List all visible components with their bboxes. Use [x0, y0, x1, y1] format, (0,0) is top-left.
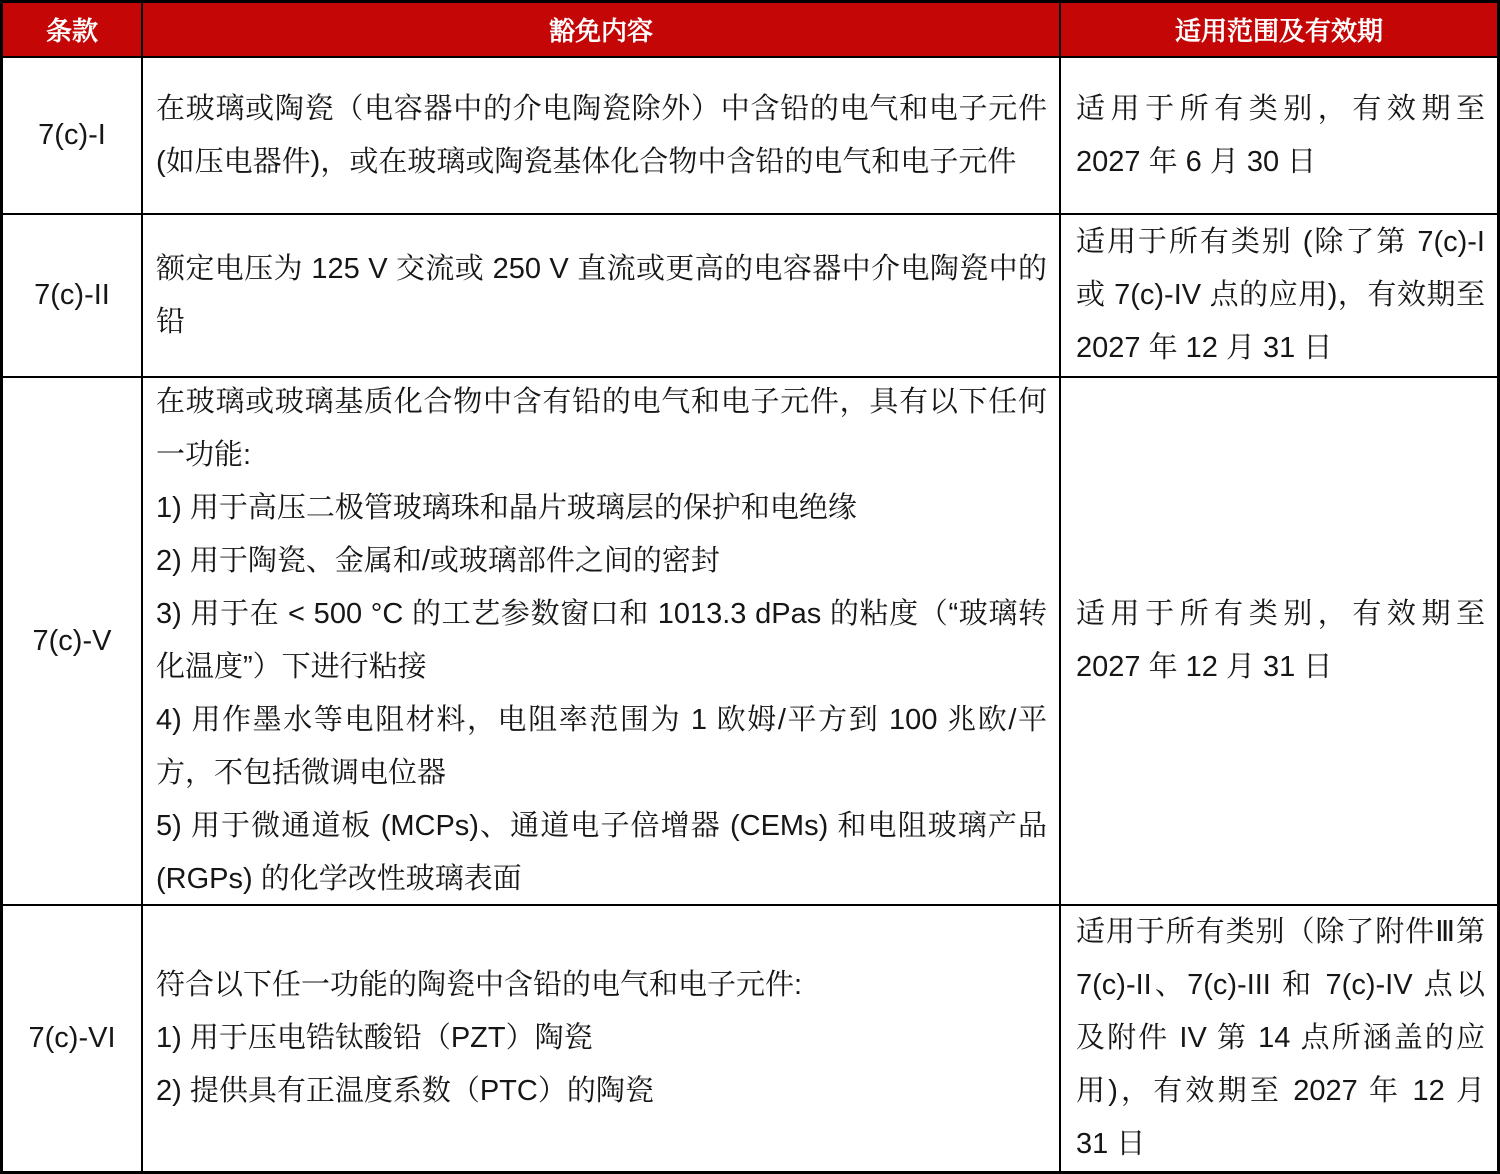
scope-paragraph: 适用于所有类别（除了附件Ⅲ第 7(c)-II、7(c)-III 和 7(c)-IV 点以及附件 IV 第 14 点所涵盖的应用)，有效期至 2027 年 12 月 31 日: [1076, 916, 1485, 1160]
content-paragraph: 1) 用于压电锆钛酸铅（PZT）陶瓷: [156, 1022, 593, 1054]
content-paragraph: 4) 用作墨水等电阻材料，电阻率范围为 1 欧姆/平方到 100 兆欧/平方，不包括微调电位器: [156, 704, 1047, 789]
row-7c-VI-content-cell: [143, 906, 1061, 1171]
clause-label: 7(c)-VI: [28, 1022, 116, 1054]
content-paragraph: 在玻璃或玻璃基质化合物中含有铅的电气和电子元件，具有以下任何一功能:: [156, 386, 1047, 471]
row-7c-II-scope-cell: [1061, 215, 1497, 378]
row-7c-I-content-cell: [143, 58, 1061, 215]
content-paragraph: 1) 用于高压二极管玻璃珠和晶片玻璃层的保护和电绝缘: [156, 492, 857, 524]
row-7c-I-scope-cell: [1061, 58, 1497, 215]
scope-paragraph: 适用于所有类别，有效期至 2027 年 12 月 31 日: [1076, 598, 1485, 683]
scope-paragraph: 适用于所有类别 (除了第 7(c)-I 或 7(c)-IV 点的应用)，有效期至 2027 年 12 月 31 日: [1076, 226, 1485, 364]
row-7c-V-scope-cell: [1061, 378, 1497, 906]
row-7c-V-content-cell: [143, 378, 1061, 906]
header-label-scope: 适用范围及有效期: [1174, 16, 1383, 46]
header-label-clause: 条款: [45, 16, 98, 46]
header-cell-scope: [1061, 3, 1497, 58]
content-paragraph: 额定电压为 125 V 交流或 250 V 直流或更高的电容器中介电陶瓷中的铅: [156, 252, 1047, 338]
clause-label: 7(c)-II: [34, 279, 110, 311]
row-7c-I-clause-cell: [3, 58, 143, 215]
row-7c-II-content-cell: [143, 215, 1061, 378]
row-7c-VI-scope-cell: [1061, 906, 1497, 1171]
header-label-content: 豁免内容: [548, 16, 653, 46]
header-cell-content: [143, 3, 1061, 58]
content-paragraph: 在玻璃或陶瓷（电容器中的介电陶瓷除外）中含铅的电气和电子元件 (如压电器件)，或在玻璃或陶瓷基体化合物中含铅的电气和电子元件: [156, 92, 1047, 178]
content-paragraph: 5) 用于微通道板 (MCPs)、通道电子倍增器 (CEMs) 和电阻玻璃产品 (RGPs) 的化学改性玻璃表面: [156, 810, 1047, 895]
row-7c-VI-clause-cell: [3, 906, 143, 1171]
clause-label: 7(c)-I: [38, 119, 106, 151]
content-paragraph: 3) 用于在 < 500 °C 的工艺参数窗口和 1013.3 dPas 的粘度（“玻璃转化温度”）下进行粘接: [156, 598, 1047, 683]
content-paragraph: 符合以下任一功能的陶瓷中含铅的电气和电子元件:: [156, 969, 803, 1001]
row-7c-II-clause-cell: [3, 215, 143, 378]
header-cell-clause: [3, 3, 143, 58]
content-paragraph: 2) 用于陶瓷、金属和/或玻璃部件之间的密封: [156, 545, 720, 577]
scope-paragraph: 适用于所有类别，有效期至 2027 年 6 月 30 日: [1076, 92, 1485, 178]
content-paragraph: 2) 提供具有正温度系数（PTC）的陶瓷: [156, 1075, 654, 1107]
row-7c-V-clause-cell: [3, 378, 143, 906]
clause-label: 7(c)-V: [32, 624, 112, 657]
